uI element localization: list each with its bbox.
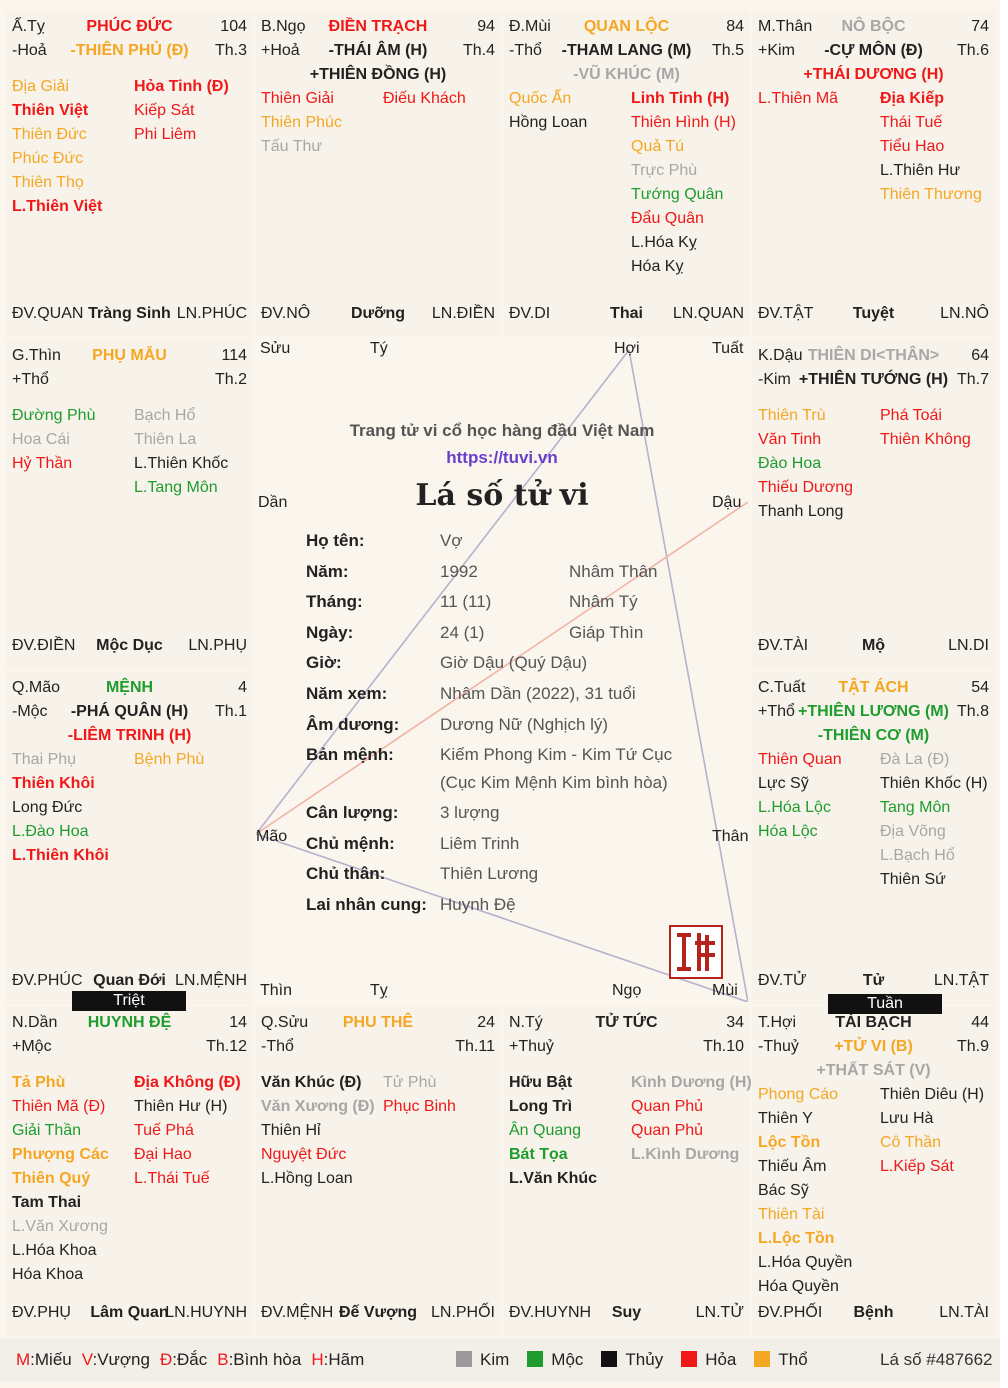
corner-than: Thân xyxy=(712,828,749,845)
palace-age: 94 xyxy=(477,18,495,35)
palace-truong-sinh: Thai xyxy=(610,305,643,322)
palace-luu-nien: LN.PHỐI xyxy=(430,1304,495,1321)
palace-am-duong: +Thổ xyxy=(758,703,795,720)
palace-truong-sinh: Đế Vượng xyxy=(338,1304,418,1321)
palace-luu-nien: LN.DI xyxy=(948,637,989,654)
minor-star-left: Thai Phụ xyxy=(12,751,77,768)
info-label: Ngày: xyxy=(306,622,354,642)
palace-can-chi: Q.Sửu xyxy=(261,1014,309,1031)
corner-suu: Sửu xyxy=(260,340,291,357)
palace-age: 64 xyxy=(971,347,989,364)
minor-star-left: Tả Phù xyxy=(12,1074,66,1091)
minor-star-left: Văn Khúc (Đ) xyxy=(261,1074,362,1091)
minor-star-right: Thái Tuế xyxy=(880,114,943,131)
palace-th: Th.9 xyxy=(956,1038,989,1055)
slogan: Trang tử vi cổ học hàng đầu Việt Nam xyxy=(349,421,655,440)
minor-star-left: Bác Sỹ xyxy=(758,1182,809,1199)
info-label: Âm dương: xyxy=(306,714,400,734)
scale-value: :Miếu xyxy=(30,1350,72,1369)
palace-name: PHÚC ĐỨC xyxy=(86,18,173,35)
minor-star-left: Đường Phù xyxy=(12,407,96,424)
element-swatch xyxy=(527,1351,543,1367)
minor-star-left: Thiên Quan xyxy=(758,751,842,768)
minor-star-left: Hoa Cái xyxy=(12,431,70,448)
scale-value: :Bình hòa xyxy=(228,1350,302,1369)
minor-star-left: L.Hồng Loan xyxy=(261,1170,353,1187)
minor-star-left: Lực Sỹ xyxy=(758,775,809,792)
info-value: (Cục Kim Mệnh Kim bình hòa) xyxy=(440,773,668,793)
minor-star-left: Hồng Loan xyxy=(509,114,588,131)
element-swatch xyxy=(681,1351,697,1367)
minor-star-right: Thiên Thương xyxy=(880,186,982,203)
minor-star-left: Thiên Quý xyxy=(12,1170,91,1187)
info-value: Giờ Dậu (Quý Dậu) xyxy=(440,653,588,673)
palace-am-duong: -Kim xyxy=(758,371,791,388)
minor-star-right: Kiếp Sát xyxy=(134,102,195,119)
palace-can-chi: C.Tuất xyxy=(758,679,806,696)
palace-luu-nien: LN.TÀI xyxy=(939,1304,989,1321)
palace-age: 114 xyxy=(221,347,247,364)
corner-mao: Mão xyxy=(256,828,288,845)
info-value: 11 (11) xyxy=(440,592,492,612)
minor-star-left: Tam Thai xyxy=(12,1194,82,1211)
palace-name: PHỤ MẪU xyxy=(92,347,167,364)
info-label: Cân lượng: xyxy=(306,803,399,823)
scale-key: Đ xyxy=(159,1350,173,1369)
info-value: Dương Nữ (Nghịch lý) xyxy=(440,714,609,734)
palace-can-chi: Q.Mão xyxy=(12,679,61,696)
minor-star-right: Thiên La xyxy=(134,431,197,448)
palace-age: 4 xyxy=(238,679,247,696)
minor-star-left: Giải Thần xyxy=(12,1122,82,1139)
minor-star-left: Thiên Việt xyxy=(12,102,89,119)
palace-age: 84 xyxy=(726,18,744,35)
scale-value: :Hãm xyxy=(323,1350,365,1369)
palace-ty[interactable] xyxy=(6,10,253,337)
palace-am-duong: +Kim xyxy=(758,42,795,59)
minor-star-left: Thiên Hỉ xyxy=(261,1122,321,1139)
palace-dan[interactable] xyxy=(6,1006,253,1336)
corner-mui: Mùi xyxy=(712,982,738,999)
major-star: -THIÊN CƠ (M) xyxy=(817,727,930,744)
palace-truong-sinh: Bệnh xyxy=(853,1304,894,1321)
minor-star-left: L.Hóa Khoa xyxy=(12,1242,97,1259)
palace-truong-sinh: Dưỡng xyxy=(350,305,406,322)
corner-dau: Dậu xyxy=(712,494,742,511)
minor-star-left: Hỷ Thần xyxy=(12,455,73,472)
major-star: +THIÊN TƯỚNG (H) xyxy=(798,371,949,388)
minor-star-left: Hóa Quyền xyxy=(758,1278,839,1295)
minor-star-right: Địa Không (Đ) xyxy=(134,1074,241,1091)
palace-ty2[interactable] xyxy=(503,1006,750,1336)
info-value: Thiên Lương xyxy=(440,864,539,884)
scale-key: H xyxy=(311,1350,324,1369)
seal-logo xyxy=(669,925,723,979)
palace-name: TÀI BẠCH xyxy=(835,1014,912,1031)
palace-th: Th.8 xyxy=(956,703,989,720)
minor-star-right: Tiểu Hao xyxy=(880,138,945,155)
major-star: -PHÁ QUÂN (H) xyxy=(70,703,189,720)
minor-star-right: Đại Hao xyxy=(134,1146,192,1163)
minor-star-left: Thiếu Dương xyxy=(758,479,854,496)
palace-dai-van: ĐV.PHỤ xyxy=(12,1304,71,1321)
element-swatch xyxy=(601,1351,617,1367)
minor-star-left: Ân Quang xyxy=(509,1122,582,1139)
palace-dai-van: ĐV.QUAN xyxy=(12,305,84,322)
info-label: Năm xem: xyxy=(306,684,388,703)
minor-star-left: L.Thiên Mã xyxy=(758,90,839,107)
major-star: -THIÊN PHỦ (Đ) xyxy=(70,42,189,59)
element-name: Mộc xyxy=(551,1350,584,1369)
corner-tuat: Tuất xyxy=(712,340,744,357)
info-label: Chủ mệnh: xyxy=(306,833,395,853)
palace-luu-nien: LN.MỆNH xyxy=(174,972,247,989)
scale-key: B xyxy=(217,1350,229,1369)
palace-luu-nien: LN.PHỤ xyxy=(188,637,247,654)
palace-dai-van: ĐV.TẬT xyxy=(758,305,814,322)
minor-star-left: Long Đức xyxy=(12,799,83,816)
palace-th: Th.2 xyxy=(214,371,247,388)
minor-star-left: Hóa Khoa xyxy=(12,1266,84,1283)
palace-name: MỆNH xyxy=(105,679,154,696)
minor-star-right: Thiên Hư (H) xyxy=(134,1098,228,1115)
palace-th: Th.11 xyxy=(455,1038,495,1055)
palace-dai-van: ĐV.HUYNH xyxy=(509,1304,592,1321)
minor-star-left: Tấu Thư xyxy=(261,138,323,155)
minor-star-right: L.Thái Tuế xyxy=(134,1170,210,1187)
corner-ty2: Tỵ xyxy=(370,982,388,999)
minor-star-left: Thiếu Âm xyxy=(758,1158,827,1175)
minor-star-right: Địa Kiếp xyxy=(880,90,945,107)
minor-star-left: Văn Xương (Đ) xyxy=(261,1098,375,1115)
minor-star-left: Thiên Đức xyxy=(12,126,87,143)
info-value-canchi: Giáp Thìn xyxy=(569,622,644,642)
minor-star-left: L.Thiên Khôi xyxy=(12,847,109,864)
palace-suu[interactable] xyxy=(255,1006,501,1336)
palace-age: 104 xyxy=(220,18,247,35)
palace-th: Th.7 xyxy=(956,371,989,388)
minor-star-left: Hóa Lộc xyxy=(758,823,818,840)
minor-star-right: Bạch Hổ xyxy=(134,407,196,424)
palace-tuat[interactable] xyxy=(752,671,995,1004)
info-label: Lai nhân cung: xyxy=(306,895,427,914)
minor-star-left: Phong Cáo xyxy=(758,1086,839,1103)
palace-age: 34 xyxy=(726,1014,744,1031)
info-value: 24 (1) xyxy=(440,622,485,642)
minor-star-right: Trực Phù xyxy=(631,162,698,179)
minor-star-left: Phúc Đức xyxy=(12,150,84,167)
palace-age: 74 xyxy=(971,18,989,35)
minor-star-right: L.Tang Môn xyxy=(134,479,218,496)
minor-star-left: Thiên Thọ xyxy=(12,174,84,191)
palace-truong-sinh: Tuyệt xyxy=(852,305,895,322)
minor-star-right: Phá Toái xyxy=(880,407,942,424)
minor-star-left: Thiên Phúc xyxy=(261,114,342,131)
minor-star-right: L.Hóa Kỵ xyxy=(631,234,697,251)
minor-star-left: Thiên Y xyxy=(758,1110,813,1127)
info-value: 3 lượng xyxy=(440,803,500,823)
minor-star-left: L.Hóa Lộc xyxy=(758,799,831,816)
palace-th: Th.4 xyxy=(462,42,495,59)
palace-truong-sinh: Quan Đới xyxy=(93,972,166,989)
info-value: Huynh Đệ xyxy=(440,895,516,914)
palace-can-chi: G.Thìn xyxy=(12,347,61,364)
info-value-canchi: Nhâm Thân xyxy=(569,561,658,581)
major-star: +THẤT SÁT (V) xyxy=(816,1062,931,1079)
minor-star-right: Tử Phù xyxy=(383,1074,437,1091)
palace-truong-sinh: Mộc Dục xyxy=(96,637,163,654)
minor-star-left: Thiên Giải xyxy=(261,90,334,107)
info-value: Kiếm Phong Kim - Kim Tứ Cục xyxy=(440,745,673,765)
major-star: -CỰ MÔN (Đ) xyxy=(824,42,923,59)
palace-can-chi: N.Tý xyxy=(509,1014,543,1031)
palace-luu-nien: LN.NÔ xyxy=(940,305,989,322)
corner-ngo: Ngọ xyxy=(612,982,642,999)
minor-star-left: Long Trì xyxy=(509,1098,573,1115)
palace-dai-van: ĐV.MỆNH xyxy=(261,1304,334,1321)
palace-thin[interactable] xyxy=(6,339,253,669)
center-panel xyxy=(256,338,748,1002)
palace-truong-sinh: Mộ xyxy=(861,637,886,654)
minor-star-right: Đà La (Đ) xyxy=(880,751,950,768)
palace-name: HUYNH ĐỆ xyxy=(87,1014,172,1031)
minor-star-left: L.Lộc Tồn xyxy=(758,1230,835,1247)
palace-truong-sinh: Tràng Sinh xyxy=(88,305,171,322)
element-swatch xyxy=(456,1351,472,1367)
info-label: Bản mệnh: xyxy=(306,745,394,765)
info-label: Năm: xyxy=(306,561,349,581)
minor-star-right: Tang Môn xyxy=(880,799,951,816)
palace-th: Th.5 xyxy=(711,42,744,59)
palace-name: TẬT ÁCH xyxy=(838,679,909,696)
minor-star-right: Lưu Hà xyxy=(880,1110,934,1127)
palace-name: ĐIỀN TRẠCH xyxy=(328,18,428,35)
chart-heading: Lá số tử vi xyxy=(415,478,589,513)
palace-name: QUAN LỘC xyxy=(583,18,670,35)
minor-star-right: Bệnh Phù xyxy=(134,751,205,768)
palace-dau[interactable] xyxy=(752,339,995,669)
palace-am-duong: -Thuỷ xyxy=(758,1038,799,1055)
palace-mao[interactable] xyxy=(6,671,253,1004)
info-value: 1992 xyxy=(440,561,478,581)
major-star: -THAM LANG (M) xyxy=(561,42,692,59)
minor-star-left: Thiên Trù xyxy=(758,407,826,424)
minor-star-left: L.Văn Khúc xyxy=(509,1170,598,1187)
palace-ngo[interactable] xyxy=(255,10,501,337)
palace-luu-nien: LN.HUYNH xyxy=(165,1304,247,1321)
minor-star-left: L.Thiên Việt xyxy=(12,198,103,215)
palace-truong-sinh: Tử xyxy=(862,972,885,989)
element-name: Kim xyxy=(480,1350,510,1369)
palace-dai-van: ĐV.TÀI xyxy=(758,637,809,654)
minor-star-right: Thiên Khốc (H) xyxy=(880,775,988,792)
corner-ty: Tý xyxy=(370,340,388,357)
minor-star-left: Đào Hoa xyxy=(758,455,822,472)
element-name: Thủy xyxy=(625,1350,664,1369)
major-star: -LIÊM TRINH (H) xyxy=(67,727,192,744)
scale-key: M xyxy=(16,1350,31,1369)
minor-star-left: L.Hóa Quyền xyxy=(758,1254,853,1271)
info-value: Liêm Trinh xyxy=(440,833,520,853)
minor-star-right: Kình Dương (H) xyxy=(631,1074,752,1091)
minor-star-right: Thiên Diêu (H) xyxy=(880,1086,985,1103)
palace-luu-nien: LN.TẬT xyxy=(933,972,989,989)
minor-star-left: Nguyệt Đức xyxy=(261,1146,347,1163)
palace-th: Th.12 xyxy=(206,1038,247,1055)
minor-star-left: Bát Tọa xyxy=(509,1146,568,1163)
brightness-scale xyxy=(16,1349,374,1371)
minor-star-right: Hỏa Tinh (Đ) xyxy=(134,78,229,95)
palace-age: 24 xyxy=(477,1014,495,1031)
corner-thin: Thìn xyxy=(260,982,293,999)
palace-am-duong: +Mộc xyxy=(12,1038,52,1055)
palace-th: Th.6 xyxy=(956,42,989,59)
minor-star-left: Hữu Bật xyxy=(509,1074,573,1091)
minor-star-left: Lộc Tồn xyxy=(758,1134,821,1151)
minor-star-right: Cô Thần xyxy=(880,1134,942,1151)
minor-star-right: Phi Liêm xyxy=(134,126,197,143)
palace-truong-sinh: Lâm Quan xyxy=(90,1304,169,1321)
minor-star-right: Quả Tú xyxy=(631,138,685,155)
palace-can-chi: Ấ.Tỵ xyxy=(12,18,45,35)
major-star: -VŨ KHÚC (M) xyxy=(573,66,680,83)
minor-star-right: L.Bạch Hổ xyxy=(880,847,955,864)
palace-am-duong: +Hoả xyxy=(261,42,300,59)
info-value-canchi: Nhâm Tý xyxy=(569,592,638,612)
palace-am-duong: +Thổ xyxy=(12,371,49,388)
info-label: Họ tên: xyxy=(306,531,365,550)
minor-star-right: Thiên Hình (H) xyxy=(631,114,736,131)
palace-dai-van: ĐV.DI xyxy=(509,305,551,322)
minor-star-right: L.Thiên Hư xyxy=(880,162,961,179)
minor-star-right: Tuế Phá xyxy=(134,1122,194,1139)
minor-star-right: Quan Phủ xyxy=(631,1122,704,1139)
element-swatch xyxy=(754,1351,770,1367)
major-star: +TỬ VI (B) xyxy=(834,1038,913,1055)
palace-dai-van: ĐV.ĐIỀN xyxy=(12,637,76,654)
minor-star-right: Địa Võng xyxy=(880,823,946,840)
info-value: Vợ xyxy=(440,531,463,550)
palace-am-duong: +Thuỷ xyxy=(509,1038,554,1055)
palace-can-chi: T.Hợi xyxy=(758,1014,797,1031)
palace-dai-van: ĐV.PHÚC xyxy=(12,972,83,989)
palace-age: 14 xyxy=(229,1014,247,1031)
minor-star-left: Văn Tinh xyxy=(758,431,822,448)
minor-star-left: Thanh Long xyxy=(758,503,844,520)
major-star: +THIÊN LƯƠNG (M) xyxy=(798,703,949,720)
palace-dai-van: ĐV.PHỐI xyxy=(758,1304,823,1321)
minor-star-right: Đẩu Quân xyxy=(631,210,704,227)
palace-am-duong: -Thổ xyxy=(261,1038,294,1055)
palace-hoi[interactable] xyxy=(752,1006,995,1336)
minor-star-right: Quan Phủ xyxy=(631,1098,704,1115)
palace-name: PHU THÊ xyxy=(342,1014,414,1031)
minor-star-right: Tướng Quân xyxy=(631,186,724,203)
site-link[interactable]: https://tuvi.vn xyxy=(446,448,558,467)
palace-age: 44 xyxy=(971,1014,989,1031)
minor-star-left: Phượng Các xyxy=(12,1146,109,1163)
info-label: Giờ: xyxy=(306,653,342,673)
scale-key: V xyxy=(81,1350,93,1369)
tuan-badge: Tuần xyxy=(828,994,942,1014)
palace-name: TỬ TỨC xyxy=(595,1014,658,1031)
scale-value: :Đắc xyxy=(172,1350,208,1369)
palace-am-duong: -Mộc xyxy=(12,703,48,720)
palace-name: THIÊN DI<THÂN> xyxy=(807,347,940,364)
scale-value: :Vượng xyxy=(92,1350,150,1369)
major-star: +THIÊN ĐỒNG (H) xyxy=(309,66,447,83)
palace-name: NÔ BỘC xyxy=(841,18,906,35)
triet-badge: Triệt xyxy=(72,991,186,1011)
palace-can-chi: K.Dậu xyxy=(758,347,803,364)
palace-th: Th.10 xyxy=(703,1038,744,1055)
minor-star-left: Quốc Ấn xyxy=(509,90,572,107)
minor-star-right: Linh Tinh (H) xyxy=(631,90,730,107)
info-label: Chủ thân: xyxy=(306,864,386,884)
palace-luu-nien: LN.PHÚC xyxy=(176,305,247,322)
palace-dai-van: ĐV.TỬ xyxy=(758,972,807,989)
palace-mui[interactable] xyxy=(503,10,750,337)
palace-can-chi: B.Ngọ xyxy=(261,18,306,35)
palace-dai-van: ĐV.NÔ xyxy=(261,305,311,322)
palace-am-duong: -Hoả xyxy=(12,42,47,59)
info-value: Nhâm Dần (2022), 31 tuổi xyxy=(440,684,636,703)
palace-truong-sinh: Suy xyxy=(611,1304,642,1321)
minor-star-left: Thiên Tài xyxy=(758,1206,825,1223)
minor-star-left: L.Văn Xương xyxy=(12,1218,108,1235)
minor-star-right: Phục Binh xyxy=(383,1098,456,1115)
corner-dan: Dần xyxy=(258,494,288,511)
minor-star-right: Hóa Kỵ xyxy=(631,258,684,275)
palace-can-chi: M.Thân xyxy=(758,18,813,35)
element-name: Hỏa xyxy=(705,1350,737,1369)
palace-luu-nien: LN.TỬ xyxy=(695,1304,744,1321)
palace-th: Th.3 xyxy=(214,42,247,59)
minor-star-right: L.Kình Dương xyxy=(631,1146,740,1163)
major-star: +THÁI DƯƠNG (H) xyxy=(803,66,944,83)
minor-star-right: Điếu Khách xyxy=(383,90,466,107)
palace-can-chi: N.Dần xyxy=(12,1014,58,1031)
palace-am-duong: -Thổ xyxy=(509,42,542,59)
element-legend xyxy=(456,1349,826,1371)
palace-th: Th.1 xyxy=(214,703,247,720)
minor-star-left: L.Đào Hoa xyxy=(12,823,89,840)
minor-star-right: L.Thiên Khốc xyxy=(134,455,229,472)
minor-star-right: L.Kiếp Sát xyxy=(880,1158,954,1175)
minor-star-right: Thiên Không xyxy=(880,431,971,448)
minor-star-right: Thiên Sứ xyxy=(880,871,946,888)
element-name: Thổ xyxy=(778,1350,808,1369)
chart-number: Lá số #487662 xyxy=(880,1350,993,1369)
minor-star-left: Địa Giải xyxy=(12,78,69,95)
legend-bar xyxy=(0,1338,1000,1382)
palace-age: 54 xyxy=(971,679,989,696)
corner-hoi: Hợi xyxy=(614,340,640,357)
major-star: -THÁI ÂM (H) xyxy=(328,42,428,59)
minor-star-left: Thiên Khôi xyxy=(12,775,95,792)
palace-luu-nien: LN.ĐIỀN xyxy=(431,305,495,322)
palace-can-chi: Đ.Mùi xyxy=(509,18,551,35)
minor-star-left: Thiên Mã (Đ) xyxy=(12,1098,106,1115)
info-label: Tháng: xyxy=(306,592,363,612)
palace-luu-nien: LN.QUAN xyxy=(672,305,744,322)
palace-than[interactable] xyxy=(752,10,995,337)
